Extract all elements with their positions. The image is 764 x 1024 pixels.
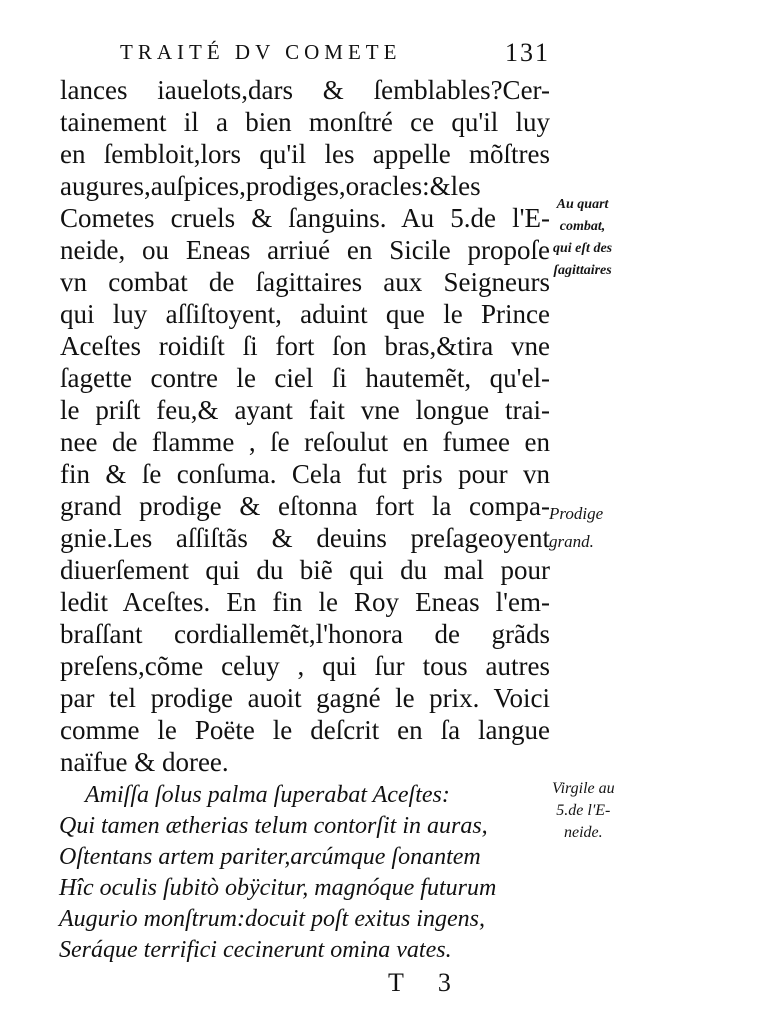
margin-note-line: Prodige bbox=[549, 504, 604, 523]
signature-letter: T bbox=[388, 968, 438, 997]
text-line: gnie.Les aſſiſtãs & deuins preſageoyent bbox=[60, 523, 550, 553]
text-line: diuerſement qui du biẽ qui du mal pour bbox=[60, 555, 550, 585]
margin-note-combat bbox=[553, 194, 612, 282]
text-line: neide, ou Eneas arriué en Sicile propoſe bbox=[60, 235, 550, 265]
margin-note-line: combat, bbox=[559, 219, 606, 234]
margin-note-virgile bbox=[552, 778, 615, 844]
latin-verse-quotation bbox=[59, 780, 545, 966]
verse-line: Hîc oculis ſubitò obÿcitur, magnóque futurum bbox=[59, 875, 497, 901]
margin-note-line: grand. bbox=[549, 532, 594, 551]
text-line: le priſt feu,& ayant fait vne longue trai- bbox=[60, 395, 550, 425]
text-line: ſagette contre le ciel ſi hautemẽt, qu'el- bbox=[60, 363, 550, 393]
text-line: braſſant cordiallemẽt,l'honora de grãds bbox=[60, 619, 550, 649]
running-head bbox=[120, 38, 550, 72]
running-title: TRAITÉ DV COMETE bbox=[120, 40, 402, 64]
margin-note-line: neide. bbox=[564, 824, 603, 841]
page-number: 131 bbox=[505, 38, 550, 67]
text-line: par tel prodige auoit gagné le prix. Voici bbox=[60, 683, 550, 713]
text-line: vn combat de ſagittaires aux Seigneurs bbox=[60, 267, 550, 297]
signature-number: 3 bbox=[437, 968, 485, 997]
text-line: qui luy aſſiſtoyent, aduint que le Prince bbox=[60, 299, 550, 329]
text-line: ledit Aceſtes. En fin le Roy Eneas l'em- bbox=[60, 587, 550, 617]
verse-line: Oſtentans artem pariter,arcúmque ſonantem bbox=[59, 844, 481, 870]
text-line: grand prodige & eſtonna fort la compa- bbox=[60, 491, 550, 521]
margin-note-line: ſagittaires bbox=[553, 263, 612, 278]
margin-note-line: qui eſt des bbox=[553, 241, 613, 256]
verse-line: Augurio monſtrum:docuit poſt exitus ingens, bbox=[59, 906, 485, 932]
verse-line: Qui tamen ætherias telum contorſit in auras, bbox=[59, 813, 488, 839]
text-line: tainement il a bien monſtré ce qu'il luy bbox=[60, 107, 550, 137]
text-line: fin & ſe conſuma. Cela fut pris pour vn bbox=[60, 459, 550, 489]
margin-note-prodige bbox=[549, 500, 603, 556]
text-line: nee de flamme , ſe reſoulut en fumee en bbox=[60, 427, 550, 457]
text-line: Cometes cruels & ſanguins. Au 5.de l'E- bbox=[60, 203, 550, 233]
main-text-block bbox=[60, 74, 550, 778]
verse-line: Seráque terrifici cecinerunt omina vates. bbox=[59, 937, 452, 963]
text-line: preſens,cõme celuy , qui ſur tous autres bbox=[60, 651, 550, 681]
text-line: naïfue & doree. bbox=[60, 747, 229, 777]
text-line: en ſembloit,lors qu'il les appelle mõſtres bbox=[60, 139, 550, 169]
margin-note-line: Virgile au bbox=[552, 780, 615, 797]
signature-mark bbox=[388, 968, 485, 998]
verse-line: Amiſſa ſolus palma ſuperabat Aceſtes: bbox=[85, 782, 450, 808]
text-line: Aceſtes roidiſt ſi fort ſon bras,&tira vne bbox=[60, 331, 550, 361]
text-line: augures,auſpices,prodiges,oracles:&les bbox=[60, 171, 481, 201]
margin-note-line: Au quart bbox=[556, 197, 609, 212]
text-line: comme le Poëte le deſcrit en ſa langue bbox=[60, 715, 550, 745]
margin-note-line: 5.de l'E- bbox=[556, 802, 611, 819]
text-line: lances iauelots,dars & ſemblables?Cer- bbox=[60, 75, 550, 105]
